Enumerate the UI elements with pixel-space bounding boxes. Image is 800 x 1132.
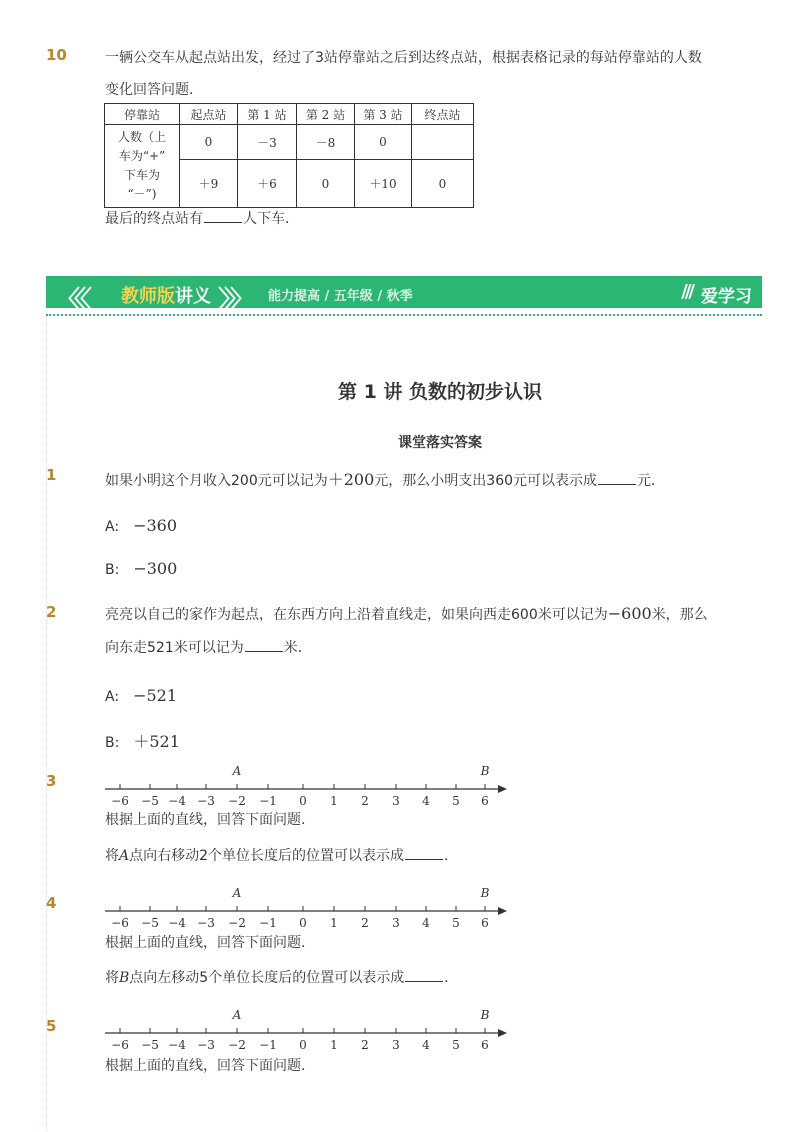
answer-blank (245, 639, 283, 652)
answer-blank (405, 847, 443, 860)
question-text-part: 点向右移动2个单位长度后的位置可以表示成 (129, 848, 405, 864)
chevrons-right-icon: 〉〉〉 (218, 285, 248, 313)
question-prompt (105, 208, 299, 228)
arrow-icon (498, 1029, 507, 1037)
option-label: B: (105, 735, 120, 751)
option-value: ＋521 (133, 732, 180, 751)
question-number: 4 (46, 894, 57, 912)
tick-label: 6 (481, 794, 489, 808)
question-text-part: 将 (105, 848, 119, 864)
question-text: 变化回答问题． (105, 82, 203, 98)
arrow-icon (498, 907, 507, 915)
row-label (105, 125, 180, 208)
row-label-line: “－”) (127, 187, 157, 201)
row-label-line: 下车为 (123, 168, 160, 182)
table-header: 停靠站 (105, 104, 180, 125)
tick-label: −1 (259, 794, 277, 808)
option-value: −521 (133, 686, 178, 705)
tick-label: 0 (299, 1038, 307, 1052)
tick-label: 2 (361, 1038, 369, 1052)
question-number: 1 (46, 466, 57, 484)
question-number: 10 (46, 46, 67, 64)
tick-label: −6 (111, 916, 129, 930)
tick-label: −4 (168, 916, 186, 930)
question-text-part: 元，那么小明支出360元可以表示成 (374, 473, 598, 489)
question-number: 3 (46, 772, 57, 790)
breadcrumb: 能力提高 / 五年级 / 秋季 (268, 289, 413, 304)
tick-label: 1 (330, 794, 338, 808)
tick-label: −3 (197, 916, 215, 930)
tick-label: 3 (392, 1038, 400, 1052)
brand-name: 爱学习 (701, 287, 752, 307)
tick-label: −5 (141, 1038, 159, 1052)
tick-label: −4 (168, 794, 186, 808)
question-text-part: ． (444, 848, 459, 864)
point-b-label: B (480, 1008, 490, 1022)
tick-label: 3 (392, 794, 400, 808)
question-text-part: 亮亮以自己的家作为起点，在东西方向上沿着直线走，如果向西走600米可以记为 (105, 607, 608, 623)
table-cell: －3 (238, 125, 297, 160)
question-text: 一辆公交车从起点站出发，经过了3站停靠站之后到达终点站，根据表格记录的每站停靠站的人数 (105, 50, 702, 66)
answer-blank (598, 472, 636, 485)
answer-option (105, 559, 177, 578)
tick-label: −5 (141, 916, 159, 930)
chevrons-left-icon: 〈〈〈 (56, 285, 86, 313)
question-text-part: 如果小明这个月收入200元可以记为 (105, 473, 328, 489)
tick-label: −6 (111, 1038, 129, 1052)
tick-label: 1 (330, 916, 338, 930)
table-cell: 0 (412, 160, 474, 208)
answer-option (105, 729, 180, 752)
table-header: 起点站 (180, 104, 238, 125)
math-value: ＋200 (327, 470, 375, 489)
tick-label: −3 (197, 1038, 215, 1052)
tick-label: 4 (422, 1038, 430, 1052)
question-text (105, 467, 665, 490)
question-instruction: 根据上面的直线，回答下面问题． (105, 812, 315, 828)
table-cell: ＋10 (355, 160, 412, 208)
option-value: −360 (133, 516, 178, 535)
stop-table (104, 103, 474, 208)
number-line (100, 1006, 512, 1052)
question-text (105, 967, 458, 987)
table-row (105, 125, 474, 160)
header-banner (46, 276, 762, 313)
table-cell: 0 (180, 125, 238, 160)
question-text (105, 604, 708, 624)
tick-label: 3 (392, 916, 400, 930)
tick-label: 1 (330, 1038, 338, 1052)
section-title: 课堂落实答案 (398, 435, 482, 451)
option-label: A: (105, 689, 120, 705)
tick-label: −1 (259, 1038, 277, 1052)
number-line (100, 884, 512, 930)
tick-label: −6 (111, 794, 129, 808)
lecture-title: 第 1 讲 负数的初步认识 (337, 381, 543, 403)
point-label: A (119, 848, 130, 864)
answer-option (105, 686, 177, 705)
math-value: −600 (607, 604, 652, 623)
banner-title-main: 教师版 (121, 286, 175, 307)
banner-title-accent: 讲义 (175, 286, 211, 307)
table-header-row (105, 104, 474, 125)
prompt-text: 人下车． (243, 211, 299, 227)
question-text-part: 点向左移动5个单位长度后的位置可以表示成 (129, 970, 405, 986)
question-text-part: 将 (105, 970, 119, 986)
question-text-part: ． (444, 970, 459, 986)
table-header: 第 1 站 (238, 104, 297, 125)
answer-blank (204, 210, 242, 223)
tick-label: 4 (422, 916, 430, 930)
point-a-label: A (232, 764, 242, 778)
question-text-part: 米，那么 (651, 607, 708, 623)
tick-label: 5 (452, 1038, 460, 1052)
tick-label: 0 (299, 794, 307, 808)
question-text-part: 米． (283, 640, 312, 656)
table-cell: －8 (297, 125, 355, 160)
table-header: 第 3 站 (355, 104, 412, 125)
tick-label: 0 (299, 916, 307, 930)
banner-title (121, 282, 211, 308)
question-text (105, 845, 458, 865)
table-header: 第 2 站 (297, 104, 355, 125)
option-label: B: (105, 562, 120, 578)
prompt-text: 最后的终点站有 (105, 211, 203, 227)
question-instruction: 根据上面的直线，回答下面问题． (105, 935, 315, 951)
point-b-label: B (480, 886, 490, 900)
tick-label: 5 (452, 916, 460, 930)
question-number: 2 (46, 603, 57, 621)
answer-option (105, 516, 177, 535)
row-label-line: 车为“+” (118, 149, 166, 163)
point-a-label: A (232, 1008, 242, 1022)
tick-label: −5 (141, 794, 159, 808)
question-text (105, 637, 312, 657)
tick-label: −3 (197, 794, 215, 808)
point-label: B (119, 970, 130, 986)
table-cell: ＋9 (180, 160, 238, 208)
tick-label: 2 (361, 794, 369, 808)
tick-label: −1 (259, 916, 277, 930)
table-header: 终点站 (412, 104, 474, 125)
table-cell: ＋6 (238, 160, 297, 208)
answer-blank (405, 969, 443, 982)
arrow-icon (498, 785, 507, 793)
tick-label: 2 (361, 916, 369, 930)
option-value: −300 (133, 559, 178, 578)
option-label: A: (105, 519, 120, 535)
point-a-label: A (232, 886, 242, 900)
table-cell (412, 125, 474, 160)
number-line (100, 762, 512, 808)
row-label-line: 人数（上 (117, 130, 166, 144)
question-instruction: 根据上面的直线，回答下面问题． (105, 1058, 315, 1074)
question-text-part: 元． (637, 473, 666, 489)
tick-label: −2 (228, 916, 246, 930)
question-text-part: 向东走521米可以记为 (105, 640, 244, 656)
divider (46, 314, 762, 316)
tick-label: −2 (228, 794, 246, 808)
tick-label: −4 (168, 1038, 186, 1052)
tick-label: 6 (481, 1038, 489, 1052)
tick-label: 6 (481, 916, 489, 930)
table-cell: 0 (297, 160, 355, 208)
point-b-label: B (480, 764, 490, 778)
tick-label: 4 (422, 794, 430, 808)
tick-label: −2 (228, 1038, 246, 1052)
brand-logo-icon: /// (681, 281, 692, 302)
tick-label: 5 (452, 794, 460, 808)
question-number: 5 (46, 1017, 57, 1035)
table-cell: 0 (355, 125, 412, 160)
